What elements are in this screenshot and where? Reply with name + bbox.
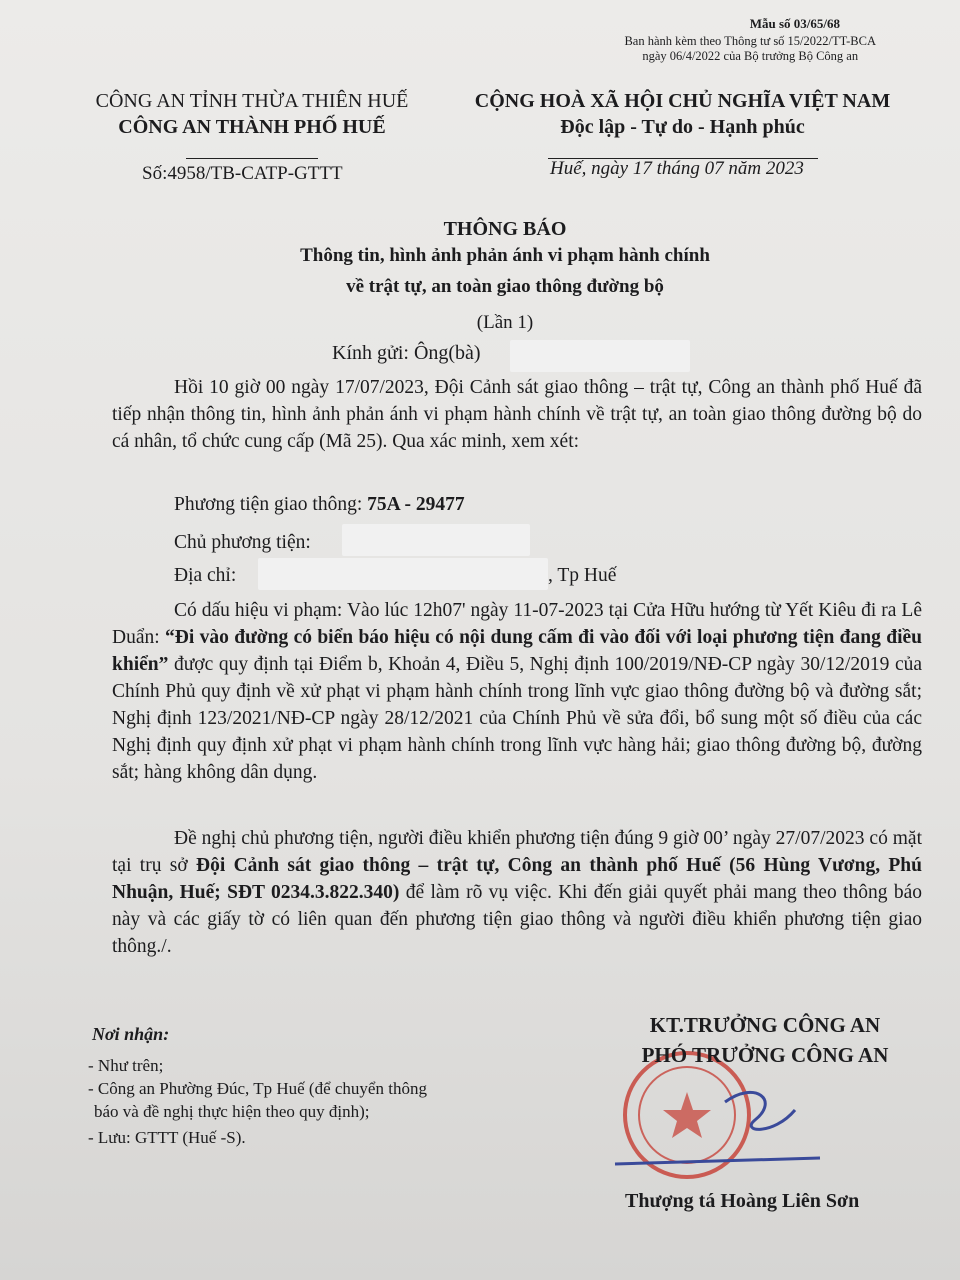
address-label: Địa chỉ: <box>174 565 237 586</box>
paragraph-intro: Hồi 10 giờ 00 ngày 17/07/2023, Đội Cảnh sát giao thông – trật tự, Công an thành phố Huế đã tiếp nhận thông tin, hình ảnh phản ánh vi phạm hành chính về trật tự, an toàn giao thông đường bộ do cá nhân, tổ chức cung cấp (Mã 25). Qua xác minh, xem xét: <box>112 377 922 452</box>
request-intro: Đề nghị chủ phương tiện, người điều khiển phương tiện đúng 9 giờ 00’ ngày 27/07/2023 có mặt tại trụ sở <box>112 828 922 876</box>
document-subtitle-2: về trật tự, an toàn giao thông đường bộ <box>346 276 664 297</box>
request-detail: để làm rõ vụ việc. Khi đến giải quyết phải mang theo thông báo này và các giấy tờ có liên quan đến phương tiện giao thông và người điều khiển phương tiện giao thông./. <box>112 882 922 957</box>
signature-block <box>600 1010 930 1070</box>
nation-line1: CỘNG HOÀ XÃ HỘI CHỦ NGHĨA VIỆT NAM <box>474 90 891 112</box>
violation-intro: Có dấu hiệu vi phạm: Vào lúc 12h07' ngày 11-07-2023 tại Cửa Hữu hướng từ Yết Kiêu đi ra Lê Duẩn: <box>112 600 922 648</box>
agency-line2: CÔNG AN THÀNH PHỐ HUẾ <box>118 116 386 138</box>
vehicle-label: Phương tiện giao thông: <box>174 494 368 515</box>
document-number: Số:4958/TB-CATP-GTTT <box>142 163 343 184</box>
agency-underline <box>186 158 318 159</box>
form-note <box>624 34 876 64</box>
recipient-item: - Như trên; <box>88 1056 164 1075</box>
form-note-line2: ngày 06/4/2022 của Bộ trưởng Bộ Công an <box>642 49 859 63</box>
request-location: Đội Cảnh sát giao thông – trật tự, Công an thành phố Huế (56 Hùng Vương, Phú Nhuận, Huế; SĐT 0234.3.822.340) <box>112 855 922 903</box>
recipient-label: Kính gửi: Ông(bà) <box>332 342 481 364</box>
recipient-item: - Công an Phường Đúc, Tp Huế (để chuyển thông <box>88 1079 427 1098</box>
notice-round: (Lần 1) <box>476 312 534 333</box>
nation-motto: Độc lập - Tự do - Hạnh phúc <box>560 116 805 138</box>
document-date: Huế, ngày 17 tháng 07 năm 2023 <box>550 158 804 179</box>
recipients-title: Nơi nhận: <box>92 1024 170 1044</box>
form-code: Mẫu số 03/65/68 <box>749 16 840 31</box>
agency-header <box>62 88 442 166</box>
redacted-address <box>258 558 548 590</box>
vehicle-line <box>174 494 465 516</box>
redacted-owner <box>342 524 530 556</box>
violation-description: “Đi vào đường có biển báo hiệu có nội dung cấm đi vào đối với loại phương tiện đang điều khiển” <box>112 627 923 675</box>
signature-title-2: PHÓ TRƯỞNG CÔNG AN <box>641 1043 889 1067</box>
paragraph-violation <box>112 597 922 786</box>
owner-label: Chủ phương tiện: <box>174 532 311 553</box>
document-title: THÔNG BÁO <box>443 218 567 240</box>
recipient-item: - Lưu: GTTT (Huế -S). <box>88 1128 246 1147</box>
form-note-line1: Ban hành kèm theo Thông tư số 15/2022/TT-BCA <box>624 34 876 48</box>
paragraph-request <box>112 825 922 960</box>
violation-legal-basis: được quy định tại Điểm b, Khoản 4, Điều 5, Nghị định 100/2019/NĐ-CP ngày 30/12/2019 của Chính Phủ quy định về xử phạt vi phạm hành chính trong lĩnh vực giao thông đường bộ và đường sắt; Nghị định 123/2021/NĐ-CP ngày 28/12/2021 của Chính Phủ về sửa đổi, bổ sung một số điều của các Nghị định quy định xử phạt vi phạm hành chính trong lĩnh vực hàng hải; giao thông đường bộ, đường sắt; hàng không dân dụng. <box>112 654 922 783</box>
recipient-item: báo và đề nghị thực hiện theo quy định); <box>94 1102 370 1121</box>
address-suffix: , Tp Huế <box>548 565 617 586</box>
redacted-recipient <box>510 340 690 372</box>
signer-name: Thượng tá Hoàng Liên Sơn <box>625 1190 860 1212</box>
nation-header <box>450 88 915 166</box>
document-subtitle-1: Thông tin, hình ảnh phản ánh vi phạm hành chính <box>300 245 710 266</box>
signature-title-1: KT.TRƯỞNG CÔNG AN <box>649 1013 881 1037</box>
agency-line1: CÔNG AN TỈNH THỪA THIÊN HUẾ <box>95 90 409 112</box>
vehicle-plate: 75A - 29477 <box>367 494 465 515</box>
